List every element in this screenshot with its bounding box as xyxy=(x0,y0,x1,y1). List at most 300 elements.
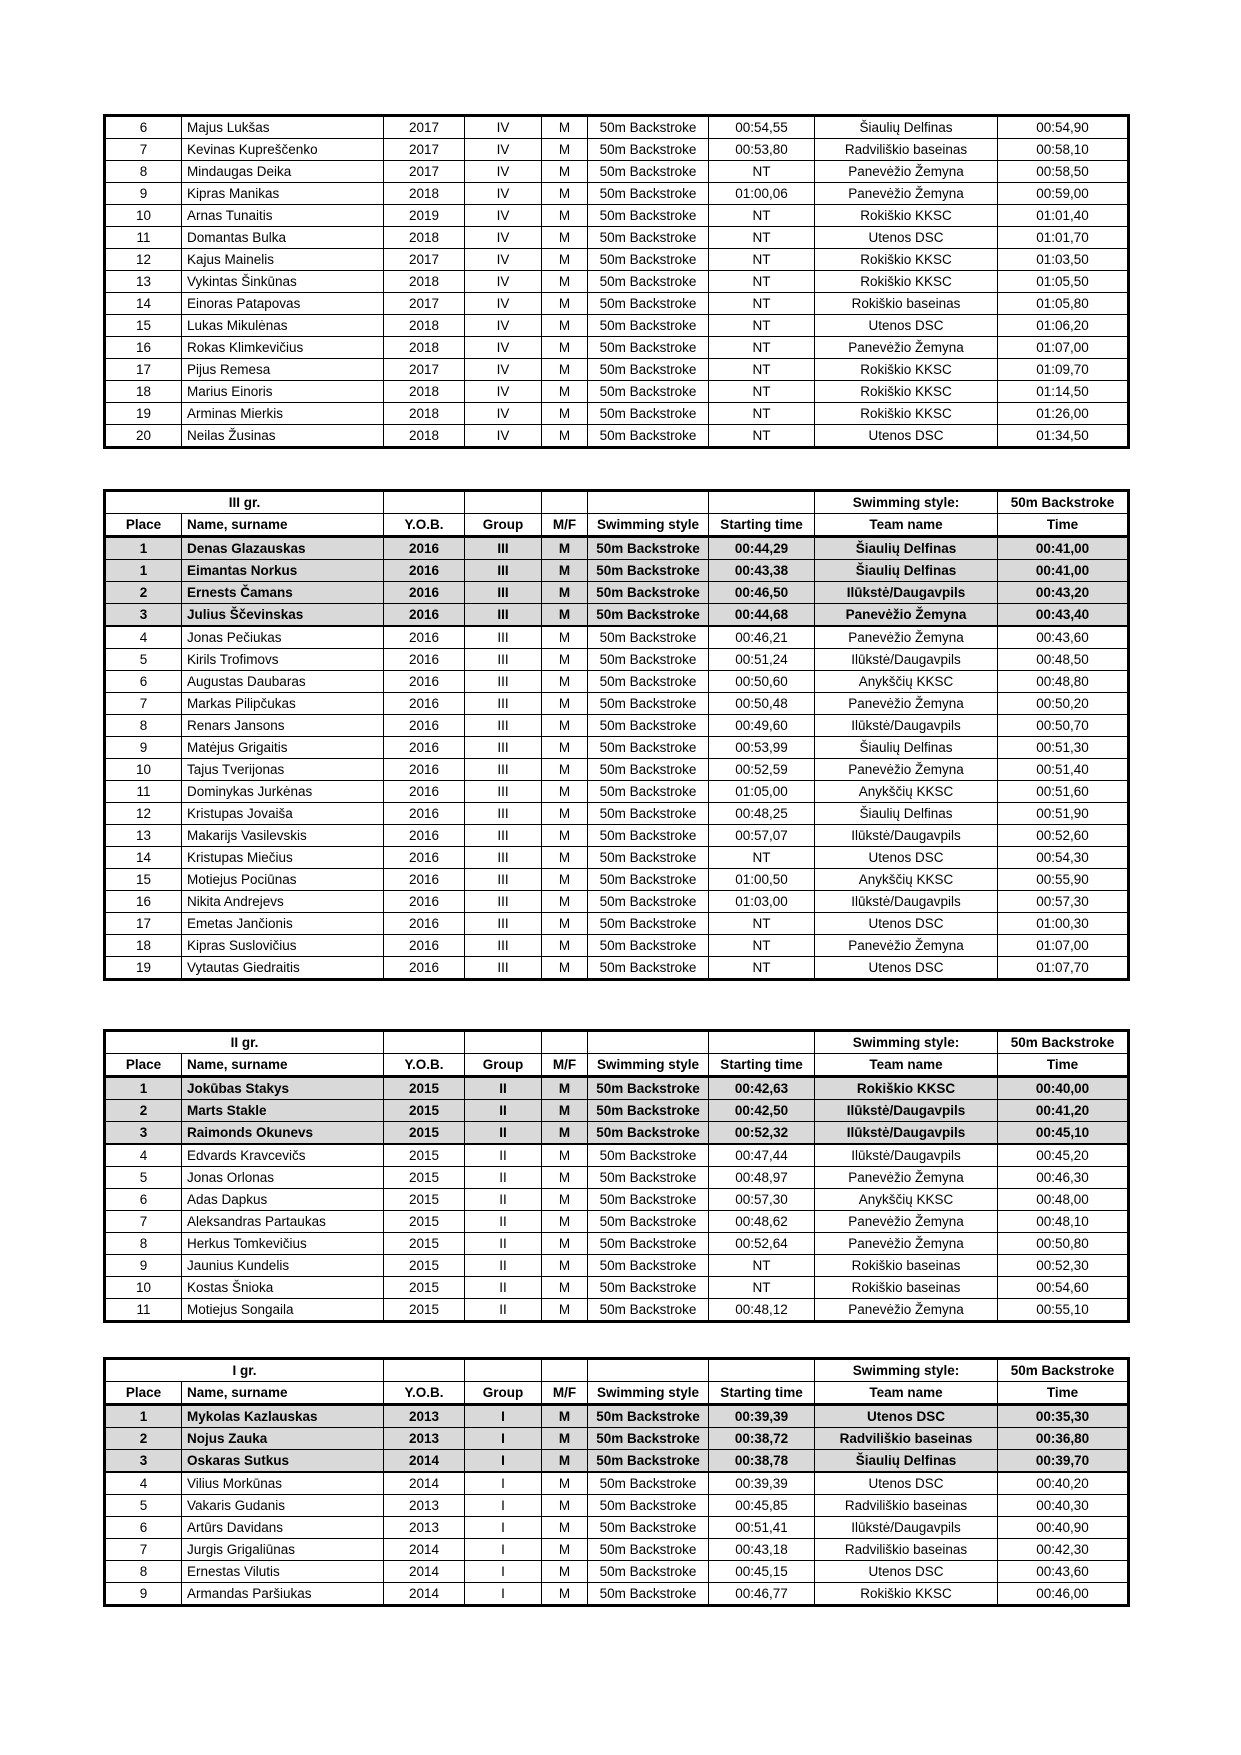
table-cell: 2014 xyxy=(384,1539,465,1561)
table-cell: 5 xyxy=(105,649,182,671)
empty-header-cell xyxy=(465,1359,542,1382)
table-cell: II xyxy=(465,1100,542,1122)
table-cell: NT xyxy=(709,1255,815,1277)
table-cell: 00:43,60 xyxy=(998,626,1129,649)
table-cell: 01:01,40 xyxy=(998,205,1129,227)
table-cell: NT xyxy=(709,425,815,448)
table-cell: 50m Backstroke xyxy=(588,1122,709,1145)
table-cell: M xyxy=(542,649,588,671)
table-row xyxy=(105,537,1129,560)
table-cell: 00:50,70 xyxy=(998,715,1129,737)
table-cell: I xyxy=(465,1450,542,1473)
table-cell: Rokiškio baseinas xyxy=(815,293,998,315)
table-cell: III xyxy=(465,869,542,891)
table-cell: 3 xyxy=(105,1450,182,1473)
table-cell: 50m Backstroke xyxy=(588,803,709,825)
table-cell: Panevėžio Žemyna xyxy=(815,183,998,205)
table-cell: 00:57,30 xyxy=(709,1189,815,1211)
table-row xyxy=(105,183,1129,205)
table-cell: 2016 xyxy=(384,891,465,913)
table-cell: I xyxy=(465,1539,542,1561)
table-cell: Rokiškio KKSC xyxy=(815,403,998,425)
table-cell: 00:51,24 xyxy=(709,649,815,671)
table-cell: Rokiškio KKSC xyxy=(815,359,998,381)
column-header-row xyxy=(105,1382,1129,1405)
table-cell: Anykščių KKSC xyxy=(815,1189,998,1211)
table-cell: 9 xyxy=(105,1255,182,1277)
table-cell: M xyxy=(542,626,588,649)
table-cell: Motiejus Pociūnas xyxy=(182,869,384,891)
empty-header-cell xyxy=(588,1359,709,1382)
table-cell: NT xyxy=(709,227,815,249)
table-cell: I xyxy=(465,1517,542,1539)
table-cell: 2017 xyxy=(384,161,465,183)
table-cell: 50m Backstroke xyxy=(588,847,709,869)
table-cell: II xyxy=(465,1189,542,1211)
table-cell: M xyxy=(542,737,588,759)
table-cell: 50m Backstroke xyxy=(588,1233,709,1255)
empty-header-cell xyxy=(542,1031,588,1054)
table-cell: M xyxy=(542,1539,588,1561)
table-cell: 01:01,70 xyxy=(998,227,1129,249)
table-cell: 19 xyxy=(105,403,182,425)
column-header: M/F xyxy=(542,514,588,537)
table-cell: 2018 xyxy=(384,381,465,403)
table-cell: M xyxy=(542,891,588,913)
table-cell: M xyxy=(542,1583,588,1606)
results-table-group-iv-continued xyxy=(103,114,1130,449)
table-cell: 00:43,20 xyxy=(998,582,1129,604)
table-row xyxy=(105,1539,1129,1561)
swimming-style-value: 50m Backstroke xyxy=(998,1359,1129,1382)
table-row xyxy=(105,891,1129,913)
table-row xyxy=(105,337,1129,359)
table-row xyxy=(105,560,1129,582)
table-cell: Kristupas Miečius xyxy=(182,847,384,869)
table-cell: Utenos DSC xyxy=(815,1405,998,1428)
table-cell: I xyxy=(465,1428,542,1450)
table-cell: 00:51,60 xyxy=(998,781,1129,803)
table-row xyxy=(105,935,1129,957)
table-cell: 17 xyxy=(105,359,182,381)
table-cell: 4 xyxy=(105,1144,182,1167)
table-cell: 2016 xyxy=(384,781,465,803)
table-cell: M xyxy=(542,315,588,337)
table-cell: 2016 xyxy=(384,737,465,759)
table-cell: 50m Backstroke xyxy=(588,869,709,891)
table-cell: Edvards Kravcevičs xyxy=(182,1144,384,1167)
table-row xyxy=(105,803,1129,825)
table-cell: IV xyxy=(465,337,542,359)
table-cell: 50m Backstroke xyxy=(588,1255,709,1277)
table-cell: 50m Backstroke xyxy=(588,1583,709,1606)
table-cell: 20 xyxy=(105,425,182,448)
table-cell: M xyxy=(542,759,588,781)
table-cell: 50m Backstroke xyxy=(588,183,709,205)
table-cell: Šiaulių Delfinas xyxy=(815,803,998,825)
empty-header-cell xyxy=(709,491,815,514)
group-label: I gr. xyxy=(105,1359,384,1382)
table-cell: 50m Backstroke xyxy=(588,1405,709,1428)
results-table-group-ii xyxy=(103,1029,1130,1323)
column-header: Swimming style xyxy=(588,1382,709,1405)
table-cell: M xyxy=(542,957,588,980)
table-row xyxy=(105,293,1129,315)
table-cell: 01:07,70 xyxy=(998,957,1129,980)
table-cell: 11 xyxy=(105,1299,182,1322)
results-table-group-iii xyxy=(103,489,1130,981)
table-cell: NT xyxy=(709,957,815,980)
table-cell: 2016 xyxy=(384,693,465,715)
table-cell: 2016 xyxy=(384,715,465,737)
table-cell: 10 xyxy=(105,1277,182,1299)
table-cell: M xyxy=(542,1077,588,1100)
table-cell: III xyxy=(465,759,542,781)
table-cell: III xyxy=(465,803,542,825)
table-cell: 50m Backstroke xyxy=(588,1299,709,1322)
table-cell: 13 xyxy=(105,825,182,847)
table-cell: 2015 xyxy=(384,1144,465,1167)
table-cell: Ilūkstė/Daugavpils xyxy=(815,825,998,847)
table-cell: IV xyxy=(465,139,542,161)
table-cell: NT xyxy=(709,1277,815,1299)
table-cell: NT xyxy=(709,403,815,425)
table-cell: M xyxy=(542,582,588,604)
table-cell: III xyxy=(465,604,542,627)
table-cell: NT xyxy=(709,913,815,935)
table-cell: 00:43,60 xyxy=(998,1561,1129,1583)
table-cell: III xyxy=(465,891,542,913)
table-cell: M xyxy=(542,1428,588,1450)
column-header: Place xyxy=(105,1054,182,1077)
table-cell: 1 xyxy=(105,537,182,560)
table-cell: 6 xyxy=(105,671,182,693)
table-cell: 5 xyxy=(105,1495,182,1517)
table-cell: M xyxy=(542,1517,588,1539)
table-cell: 00:54,55 xyxy=(709,116,815,139)
table-cell: 00:57,30 xyxy=(998,891,1129,913)
table-row xyxy=(105,1255,1129,1277)
table-cell: 00:48,97 xyxy=(709,1167,815,1189)
table-cell: 00:38,72 xyxy=(709,1428,815,1450)
table-cell: 00:45,20 xyxy=(998,1144,1129,1167)
empty-header-cell xyxy=(588,1031,709,1054)
table-cell: III xyxy=(465,825,542,847)
table-cell: 01:26,00 xyxy=(998,403,1129,425)
column-header-row xyxy=(105,514,1129,537)
table-cell: M xyxy=(542,715,588,737)
table-cell: 7 xyxy=(105,1211,182,1233)
swimming-style-label: Swimming style: xyxy=(815,1359,998,1382)
table-cell: 8 xyxy=(105,1233,182,1255)
table-row xyxy=(105,582,1129,604)
table-cell: Kevinas Kupreščenko xyxy=(182,139,384,161)
table-cell: 13 xyxy=(105,271,182,293)
table-cell: 50m Backstroke xyxy=(588,425,709,448)
table-cell: 50m Backstroke xyxy=(588,1077,709,1100)
table-cell: 50m Backstroke xyxy=(588,1211,709,1233)
table-cell: M xyxy=(542,337,588,359)
table-row xyxy=(105,913,1129,935)
table-cell: 2016 xyxy=(384,935,465,957)
table-row xyxy=(105,957,1129,980)
table-cell: 50m Backstroke xyxy=(588,293,709,315)
table-row xyxy=(105,1561,1129,1583)
table-cell: 00:52,60 xyxy=(998,825,1129,847)
table-cell: M xyxy=(542,825,588,847)
table-cell: Motiejus Songaila xyxy=(182,1299,384,1322)
table-cell: 00:39,39 xyxy=(709,1405,815,1428)
table-cell: IV xyxy=(465,293,542,315)
table-cell: 2015 xyxy=(384,1233,465,1255)
table-cell: 2016 xyxy=(384,582,465,604)
table-cell: 50m Backstroke xyxy=(588,649,709,671)
table-cell: M xyxy=(542,537,588,560)
table-cell: 18 xyxy=(105,381,182,403)
table-cell: 50m Backstroke xyxy=(588,1450,709,1473)
group-label: III gr. xyxy=(105,491,384,514)
table-cell: 00:52,59 xyxy=(709,759,815,781)
swimming-style-label: Swimming style: xyxy=(815,1031,998,1054)
column-header: Name, surname xyxy=(182,514,384,537)
table-cell: 2015 xyxy=(384,1277,465,1299)
table-cell: 01:34,50 xyxy=(998,425,1129,448)
table-cell: 2013 xyxy=(384,1428,465,1450)
table-cell: Lukas Mikulėnas xyxy=(182,315,384,337)
table-cell: 00:48,00 xyxy=(998,1189,1129,1211)
table-cell: M xyxy=(542,604,588,627)
table-cell: 50m Backstroke xyxy=(588,1277,709,1299)
table-cell: II xyxy=(465,1277,542,1299)
table-cell: NT xyxy=(709,359,815,381)
table-cell: Kostas Šnioka xyxy=(182,1277,384,1299)
table-cell: Einoras Patapovas xyxy=(182,293,384,315)
table-cell: III xyxy=(465,671,542,693)
table-cell: 50m Backstroke xyxy=(588,1144,709,1167)
table-cell: 00:38,78 xyxy=(709,1450,815,1473)
table-cell: 2013 xyxy=(384,1405,465,1428)
group-header-row xyxy=(105,1031,1129,1054)
table-cell: Radviliškio baseinas xyxy=(815,1539,998,1561)
table-row xyxy=(105,649,1129,671)
table-cell: 2017 xyxy=(384,359,465,381)
table-cell: 00:53,99 xyxy=(709,737,815,759)
column-header: Place xyxy=(105,514,182,537)
table-cell: 00:53,80 xyxy=(709,139,815,161)
table-cell: IV xyxy=(465,249,542,271)
table-cell: 00:58,10 xyxy=(998,139,1129,161)
table-cell: 2015 xyxy=(384,1211,465,1233)
table-cell: 2018 xyxy=(384,337,465,359)
table-cell: III xyxy=(465,913,542,935)
table-cell: Rokiškio KKSC xyxy=(815,205,998,227)
table-cell: Šiaulių Delfinas xyxy=(815,116,998,139)
table-cell: M xyxy=(542,1299,588,1322)
table-cell: 00:54,60 xyxy=(998,1277,1129,1299)
table-cell: M xyxy=(542,935,588,957)
column-header: Time xyxy=(998,1382,1129,1405)
table-cell: 00:48,62 xyxy=(709,1211,815,1233)
table-cell: Anykščių KKSC xyxy=(815,869,998,891)
table-row xyxy=(105,425,1129,448)
table-cell: 50m Backstroke xyxy=(588,205,709,227)
table-cell: Arnas Tunaitis xyxy=(182,205,384,227)
table-cell: Panevėžio Žemyna xyxy=(815,1233,998,1255)
table-cell: M xyxy=(542,1495,588,1517)
table-cell: 00:57,07 xyxy=(709,825,815,847)
table-cell: M xyxy=(542,1189,588,1211)
table-cell: Kristupas Jovaiša xyxy=(182,803,384,825)
empty-header-cell xyxy=(588,491,709,514)
table-cell: Rokas Klimkevičius xyxy=(182,337,384,359)
table-cell: Anykščių KKSC xyxy=(815,781,998,803)
table-row xyxy=(105,759,1129,781)
table-cell: NT xyxy=(709,847,815,869)
table-cell: IV xyxy=(465,359,542,381)
table-cell: Rokiškio KKSC xyxy=(815,249,998,271)
table-cell: M xyxy=(542,183,588,205)
table-cell: NT xyxy=(709,271,815,293)
table-cell: 8 xyxy=(105,161,182,183)
table-cell: 50m Backstroke xyxy=(588,891,709,913)
table-row xyxy=(105,1428,1129,1450)
table-cell: Anykščių KKSC xyxy=(815,671,998,693)
table-cell: Rokiškio KKSC xyxy=(815,271,998,293)
table-cell: 16 xyxy=(105,891,182,913)
table-cell: III xyxy=(465,715,542,737)
table-cell: II xyxy=(465,1299,542,1322)
table-cell: Panevėžio Žemyna xyxy=(815,1211,998,1233)
table-cell: 2015 xyxy=(384,1189,465,1211)
table-cell: Jonas Pečiukas xyxy=(182,626,384,649)
table-cell: 00:39,39 xyxy=(709,1472,815,1495)
table-cell: M xyxy=(542,1122,588,1145)
table-cell: Utenos DSC xyxy=(815,1472,998,1495)
table-cell: Panevėžio Žemyna xyxy=(815,1167,998,1189)
table-cell: 50m Backstroke xyxy=(588,359,709,381)
table-cell: 00:35,30 xyxy=(998,1405,1129,1428)
table-cell: 00:44,29 xyxy=(709,537,815,560)
table-cell: Šiaulių Delfinas xyxy=(815,1450,998,1473)
table-cell: 00:45,85 xyxy=(709,1495,815,1517)
table-cell: M xyxy=(542,116,588,139)
table-cell: Vytautas Giedraitis xyxy=(182,957,384,980)
table-cell: Jaunius Kundelis xyxy=(182,1255,384,1277)
table-cell: NT xyxy=(709,205,815,227)
table-row xyxy=(105,869,1129,891)
group-header-row xyxy=(105,1359,1129,1382)
table-cell: 00:45,15 xyxy=(709,1561,815,1583)
table-cell: 2016 xyxy=(384,604,465,627)
table-cell: Utenos DSC xyxy=(815,227,998,249)
table-cell: 17 xyxy=(105,913,182,935)
table-row xyxy=(105,604,1129,627)
table-cell: Ilūkstė/Daugavpils xyxy=(815,1100,998,1122)
table-cell: 00:46,30 xyxy=(998,1167,1129,1189)
table-cell: 14 xyxy=(105,293,182,315)
table-cell: M xyxy=(542,913,588,935)
table-cell: 2 xyxy=(105,1100,182,1122)
table-cell: 00:52,64 xyxy=(709,1233,815,1255)
table-cell: II xyxy=(465,1167,542,1189)
column-header: Time xyxy=(998,514,1129,537)
table-cell: 00:50,20 xyxy=(998,693,1129,715)
column-header: Y.O.B. xyxy=(384,1054,465,1077)
table-cell: 00:41,00 xyxy=(998,560,1129,582)
table-cell: 2016 xyxy=(384,913,465,935)
table-row xyxy=(105,1450,1129,1473)
table-cell: IV xyxy=(465,116,542,139)
table-cell: 1 xyxy=(105,560,182,582)
table-cell: II xyxy=(465,1144,542,1167)
column-header: Y.O.B. xyxy=(384,1382,465,1405)
table-cell: III xyxy=(465,935,542,957)
table-cell: 00:49,60 xyxy=(709,715,815,737)
table-cell: 01:05,00 xyxy=(709,781,815,803)
table-cell: Neilas Žusinas xyxy=(182,425,384,448)
table-cell: M xyxy=(542,1211,588,1233)
table-cell: 50m Backstroke xyxy=(588,315,709,337)
column-header: Name, surname xyxy=(182,1054,384,1077)
table-cell: 15 xyxy=(105,315,182,337)
table-cell: 2015 xyxy=(384,1167,465,1189)
table-cell: Marts Stakle xyxy=(182,1100,384,1122)
table-cell: 00:48,25 xyxy=(709,803,815,825)
table-cell: 4 xyxy=(105,1472,182,1495)
table-cell: Domantas Bulka xyxy=(182,227,384,249)
table-cell: IV xyxy=(465,227,542,249)
table-cell: 50m Backstroke xyxy=(588,957,709,980)
table-cell: Vakaris Gudanis xyxy=(182,1495,384,1517)
table-cell: 5 xyxy=(105,1167,182,1189)
table-cell: 00:41,00 xyxy=(998,537,1129,560)
table-cell: 2016 xyxy=(384,649,465,671)
table-row xyxy=(105,161,1129,183)
table-cell: Marius Einoris xyxy=(182,381,384,403)
table-cell: 01:06,20 xyxy=(998,315,1129,337)
table-cell: 10 xyxy=(105,205,182,227)
table-cell: 01:00,06 xyxy=(709,183,815,205)
table-row xyxy=(105,1495,1129,1517)
table-cell: M xyxy=(542,1561,588,1583)
table-row xyxy=(105,227,1129,249)
group-header-row xyxy=(105,491,1129,514)
swimming-style-label: Swimming style: xyxy=(815,491,998,514)
table-cell: 01:14,50 xyxy=(998,381,1129,403)
table-cell: NT xyxy=(709,161,815,183)
table-cell: Julius Ščevinskas xyxy=(182,604,384,627)
column-header: Team name xyxy=(815,1054,998,1077)
table-cell: Šiaulių Delfinas xyxy=(815,737,998,759)
table-cell: 00:55,90 xyxy=(998,869,1129,891)
table-cell: IV xyxy=(465,315,542,337)
table-row xyxy=(105,139,1129,161)
table-cell: 2014 xyxy=(384,1450,465,1473)
table-cell: II xyxy=(465,1255,542,1277)
table-cell: 00:45,10 xyxy=(998,1122,1129,1145)
table-cell: M xyxy=(542,425,588,448)
table-row xyxy=(105,1517,1129,1539)
table-cell: 00:55,10 xyxy=(998,1299,1129,1322)
table-cell: 2014 xyxy=(384,1561,465,1583)
table-cell: 2013 xyxy=(384,1517,465,1539)
table-cell: NT xyxy=(709,935,815,957)
table-cell: III xyxy=(465,626,542,649)
table-cell: 01:05,80 xyxy=(998,293,1129,315)
table-cell: 50m Backstroke xyxy=(588,161,709,183)
table-cell: M xyxy=(542,293,588,315)
table-cell: M xyxy=(542,1405,588,1428)
